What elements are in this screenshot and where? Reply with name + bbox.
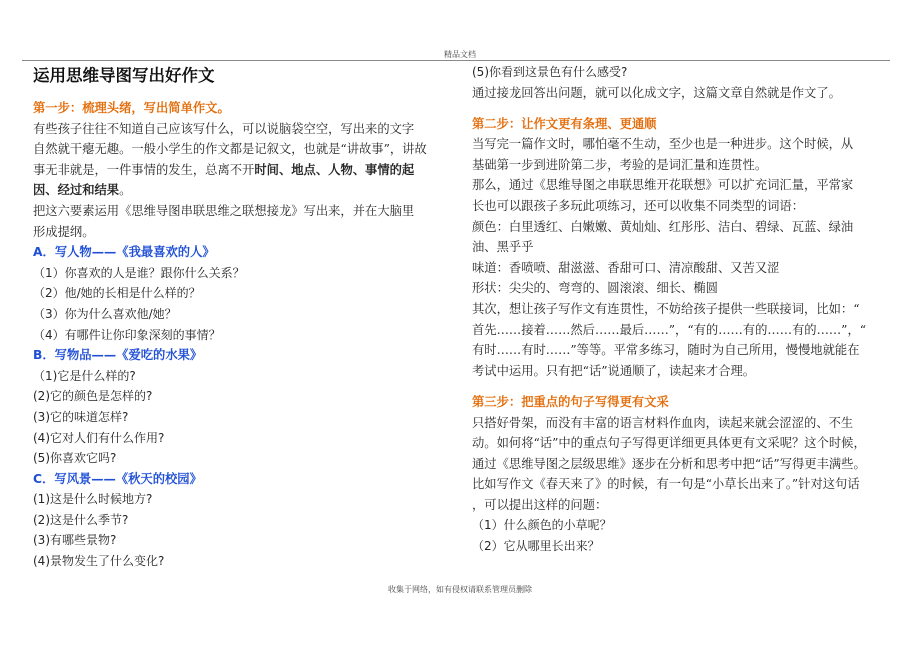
section-b-heading: B．写物品——《爱吃的水果》 bbox=[33, 348, 203, 363]
document-title: 运用思维导图写出好作文 bbox=[33, 66, 215, 85]
paragraph-line: 长也可以跟孩子多玩此项练习，还可以收集不同类型的词语： bbox=[472, 199, 805, 214]
paragraph-line: 基础第一步到进阶第二步，考验的是词汇量和连贯性。 bbox=[472, 157, 768, 172]
step2-heading: 第二步：让作文更有条理、更通顺 bbox=[472, 116, 657, 131]
header-divider bbox=[22, 60, 890, 61]
paragraph-line: 油、黑乎乎 bbox=[472, 240, 534, 255]
list-item: （1）什么颜色的小草呢？ bbox=[472, 518, 612, 533]
list-item: （4）有哪件让你印象深刻的事情？ bbox=[33, 327, 221, 342]
page-header: 精品文档 bbox=[444, 50, 476, 59]
paragraph-line: 考试中运用。只有把“话”说通顺了，读起来才合理。 bbox=[472, 363, 756, 378]
list-item: (2)这是什么季节? bbox=[33, 512, 129, 527]
paragraph-line: 首先……接着……然后……最后……”，“有的……有的……有的……”，“ bbox=[472, 322, 867, 337]
list-item: (2)它的颜色是怎样的? bbox=[33, 389, 153, 404]
paragraph-line: 形状：尖尖的、弯弯的、圆滚滚、细长、椭圆 bbox=[472, 281, 718, 296]
paragraph-line: 那么，通过《思维导图之串联思维开花联想》可以扩充词汇量，平常家 bbox=[472, 178, 854, 193]
section-c-heading: C．写风景——《秋天的校园》 bbox=[33, 471, 202, 486]
paragraph-line: 自然就干瘪无趣。一般小学生的作文都是记叙文，也就是“讲故事”，讲故 bbox=[33, 142, 427, 157]
key-elements-bold: 时间、地点、人物、事情的起 bbox=[254, 161, 415, 177]
list-item: （1）你喜欢的人是谁？跟你什么关系？ bbox=[33, 265, 245, 280]
paragraph-line: 其次，想让孩子写作文有连贯性，不妨给孩子提供一些联接词，比如：“ bbox=[472, 302, 860, 317]
paragraph-line bbox=[33, 180, 451, 201]
step3-heading: 第三步：把重点的句子写得更有文采 bbox=[472, 394, 669, 409]
paragraph-line: 通过接龙回答出问题，就可以化成文字，这篇文章自然就是作文了。 bbox=[472, 85, 841, 100]
list-item: (1)这是什么时候地方? bbox=[33, 492, 153, 507]
paragraph-line: 动。如何将“话”中的重点句子写得更详细更具体更有文采呢？这个时候， bbox=[472, 436, 866, 451]
list-item: （2）它从哪里长出来？ bbox=[472, 539, 600, 554]
right-column bbox=[472, 62, 890, 557]
paragraph-line: 形成提纲。 bbox=[33, 224, 95, 239]
paragraph-line: 把这六要素运用《思维导图串联思维之联想接龙》写出来，并在大脑里 bbox=[33, 203, 415, 218]
list-item: (4)景物发生了什么变化? bbox=[33, 554, 165, 569]
section-a-heading: A．写人物——《我最喜欢的人》 bbox=[33, 245, 215, 260]
spacer bbox=[472, 381, 890, 392]
list-item: (5)你喜欢它吗? bbox=[33, 451, 117, 466]
list-item: (5)你看到这景色有什么感受? bbox=[472, 65, 628, 79]
list-item: (3)它的味道怎样? bbox=[33, 409, 129, 424]
key-elements-bold: 因、经过和结果 bbox=[33, 182, 120, 198]
list-item: （1)它是什么样的? bbox=[33, 368, 136, 383]
paragraph-line: 有时……有时……”等等。平常多练习，随时为自己所用，慢慢地就能在 bbox=[472, 343, 860, 358]
list-item: （3）你为什么喜欢他/她？ bbox=[33, 306, 177, 321]
paragraph-line: 颜色：白里透红、白嫩嫩、黄灿灿、红彤彤、洁白、碧绿、瓦蓝、绿油 bbox=[472, 219, 854, 234]
step1-heading: 第一步：梳理头绪，写出简单作文。 bbox=[33, 101, 230, 115]
paragraph-line: ，可以提出这样的问题： bbox=[472, 497, 608, 512]
paragraph-line bbox=[33, 160, 451, 181]
spacer bbox=[472, 103, 890, 114]
paragraph-text: 事无非就是，一件事情的发生，总离不开 bbox=[33, 162, 255, 177]
list-item: （2）他/她的长相是什么样的？ bbox=[33, 286, 201, 301]
left-column bbox=[33, 62, 451, 572]
paragraph-line: 通过《思维导图之层级思维》逐步在分析和思考中把“话”写得更丰满些。 bbox=[472, 456, 866, 471]
paragraph-line: 当写完一篇作文时，哪怕毫不生动，至少也是一种进步。这个时候，从 bbox=[472, 137, 854, 152]
list-item: (4)它对人们有什么作用? bbox=[33, 430, 165, 445]
paragraph-text: 。 bbox=[119, 183, 132, 198]
page-footer: 收集于网络，如有侵权请联系管理员删除 bbox=[388, 585, 532, 594]
paragraph-line: 有些孩子往往不知道自己应该写什么，可以说脑袋空空，写出来的文字 bbox=[33, 121, 415, 136]
paragraph-line: 只搭好骨架，而没有丰富的语言材料作血肉，读起来就会涩涩的、不生 bbox=[472, 415, 854, 430]
list-item: (3)有哪些景物? bbox=[33, 533, 117, 548]
paragraph-line: 味道：香喷喷、甜滋滋、香甜可口、清凉酸甜、又苦又涩 bbox=[472, 260, 780, 275]
paragraph-line: 比如写作文《春天来了》的时候，有一句是“小草长出来了。”针对这句话 bbox=[472, 477, 860, 492]
